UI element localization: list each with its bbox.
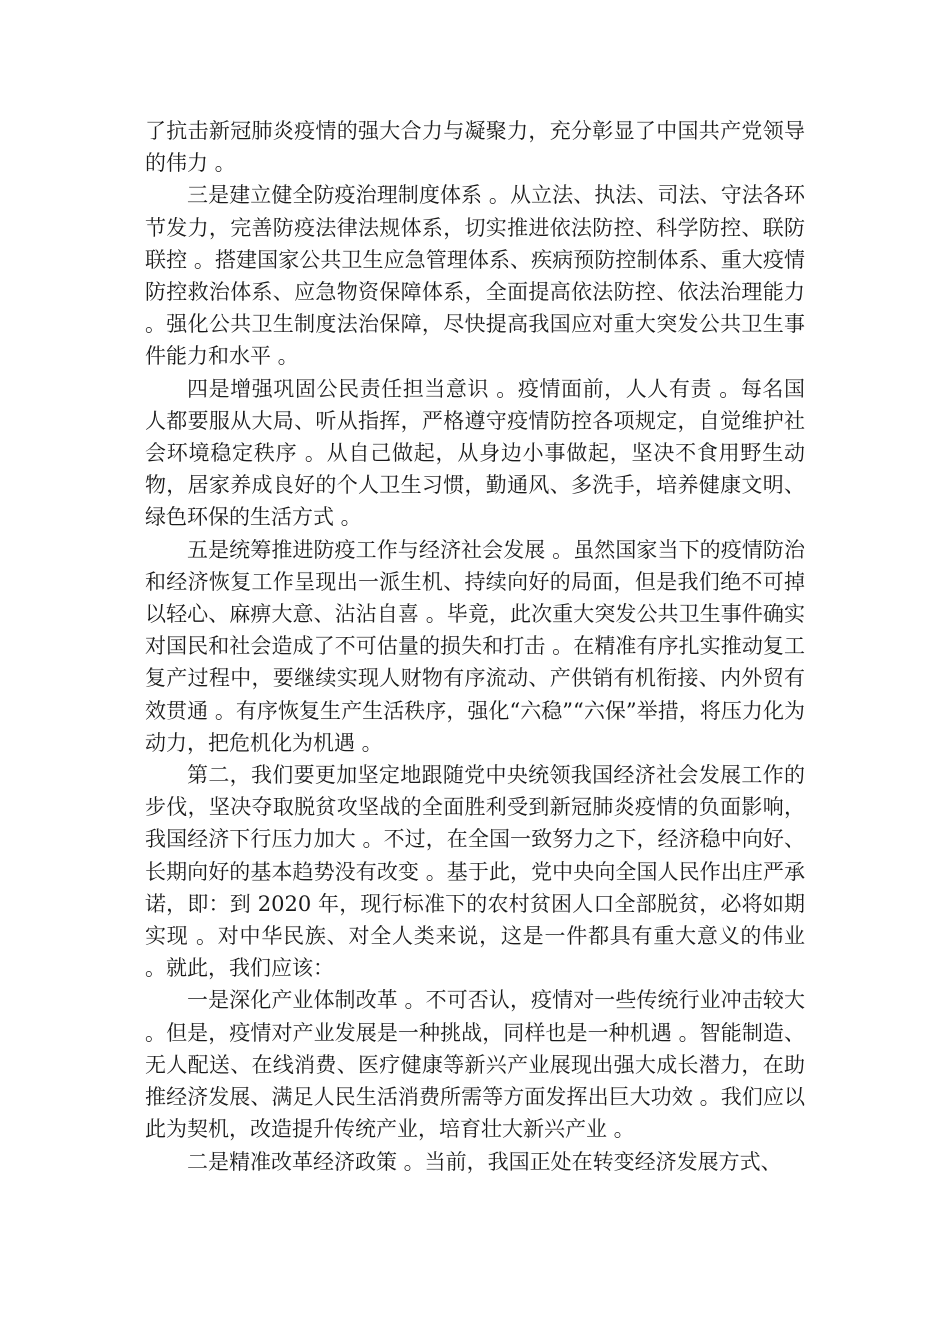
paragraph-point-four: 四是增强巩固公民责任担当意识 。疫情面前，人人有责 。每名国人都要服从大局、听从指挥，严格遵守疫情防控各项规定，自觉维护社会环境稳定秩序 。从自己做起，从身边小事做起，坚决不食用野生动物，居家养成良好的个人卫生习惯，勤通风、多洗手，培养健康文明、绿色环保的生活方式 。 bbox=[145, 376, 805, 530]
paragraph-point-one: 一是深化产业体制改革 。不可否认，疫情对一些传统行业冲击较大 。但是，疫情对产业发展是一种挑战，同样也是一种机遇 。智能制造、无人配送、在线消费、医疗健康等新兴产业展现出强大成长潜力，在助推经济发展、满足人民生活消费所需等方面发挥出巨大功效 。我们应以此为契机，改造提升传统产业，培育壮大新兴产业 。 bbox=[145, 988, 805, 1142]
paragraph-point-two: 二是精准改革经济政策 。当前，我国正处在转变经济发展方式、 bbox=[187, 1149, 782, 1174]
paragraph-point-five: 五是统筹推进防疫工作与经济社会发展 。虽然国家当下的疫情防治和经济恢复工作呈现出一派生机、持续向好的局面，但是我们绝不可掉以轻心、麻痹大意、沾沾自喜 。毕竟，此次重大突发公共卫生事件确实对国民和社会造成了不可估量的损失和打击 。在精准有序扎实推动复工复产过程中，要继续实现人财物有序流动、产供销有机衔接、内外贸有效贯通 。有序恢复生产生活秩序，强化“六稳”“六保”举措，将压力化为动力，把危机化为机遇 。 bbox=[145, 537, 805, 755]
paragraph-point-three: 三是建立健全防疫治理制度体系 。从立法、执法、司法、守法各环节发力，完善防疫法律法规体系，切实推进依法防控、科学防控、联防联控 。搭建国家公共卫生应急管理体系、疾病预防控制体系、重大疫情防控救治体系、应急物资保障体系，全面提高依法防控、依法治理能力 。强化公共卫生制度法治保障，尽快提高我国应对重大突发公共卫生事件能力和水平 。 bbox=[145, 183, 805, 369]
document-body bbox=[145, 115, 805, 1178]
paragraph-continuation: 了抗击新冠肺炎疫情的强大合力与凝聚力，充分彰显了中国共产党领导的伟力 。 bbox=[145, 119, 805, 176]
paragraph-second-section: 第二，我们要更加坚定地跟随党中央统领我国经济社会发展工作的步伐，坚决夺取脱贫攻坚战的全面胜利受到新冠肺炎疫情的负面影响，我国经济下行压力加大 。不过，在全国一致努力之下，经济稳中向好、长期向好的基本趋势没有改变 。基于此，党中央向全国人民作出庄严承诺，即：到 2020 年，现行标准下的农村贫困人口全部脱贫，必将如期实现 。对中华民族、对全人类来说，这是一件都具有重大意义的伟业 。就此，我们应该： bbox=[145, 763, 805, 981]
